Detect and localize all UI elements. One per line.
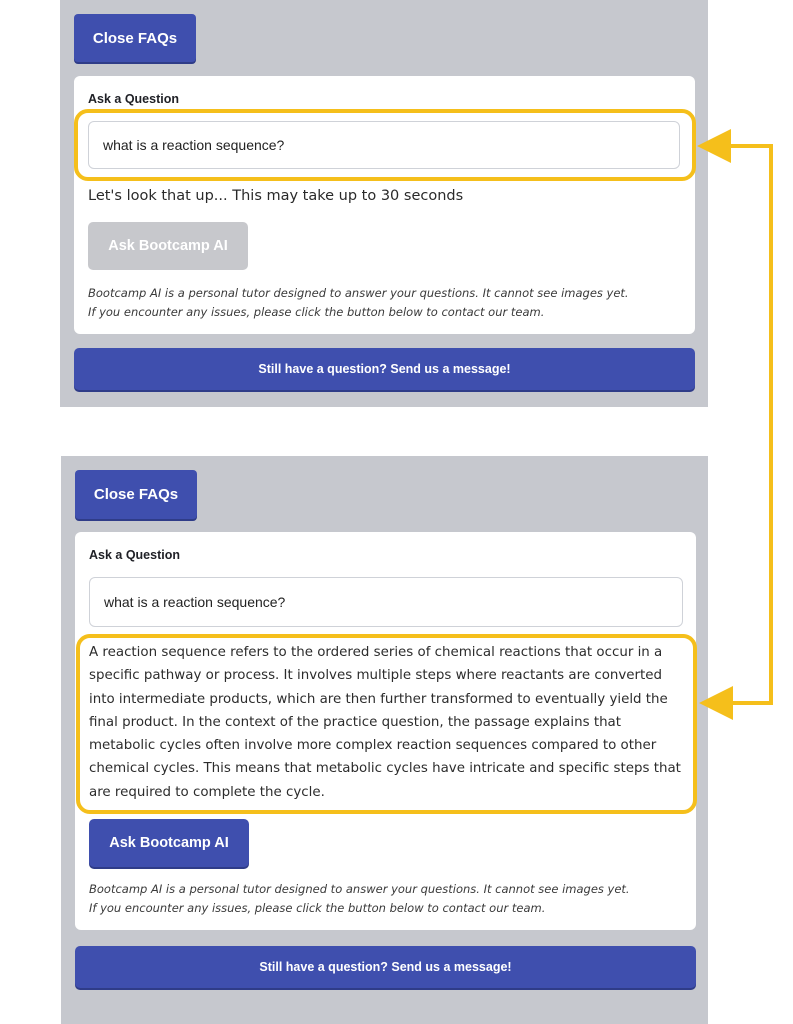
disclaimer-line-1: Bootcamp AI is a personal tutor designed to answer your questions. It cannot see images yet. — [89, 882, 630, 896]
ask-bootcamp-ai-button[interactable]: Ask Bootcamp AI — [88, 222, 248, 270]
answer-line: A reaction sequence refers to the ordered series of chemical reactions that occur in a — [89, 645, 663, 660]
send-message-button[interactable]: Still have a question? Send us a message! — [75, 946, 696, 988]
loading-status-text: Let's look that up... This may take up to 30 seconds — [88, 188, 464, 204]
disclaimer-line-2: If you encounter any issues, please click the button below to contact our team. — [89, 901, 546, 915]
arrowhead-up-icon — [697, 129, 731, 163]
close-faqs-button[interactable]: Close FAQs — [75, 470, 197, 519]
disclaimer-line-2: If you encounter any issues, please click the button below to contact our team. — [88, 305, 545, 319]
answer-line: into intermediate products, which are then further transformed to eventually yield the — [89, 691, 668, 707]
disclaimer-line-1: Bootcamp AI is a personal tutor designed to answer your questions. It cannot see images yet. — [88, 286, 629, 300]
answer-line: metabolic cycles often involve more complex reaction sequences compared to other — [89, 738, 657, 754]
ask-bootcamp-ai-button[interactable]: Ask Bootcamp AI — [89, 819, 249, 867]
answer-line: final product. In the context of the practice question, the passage explains that — [89, 714, 622, 730]
card-title: Ask a Question — [89, 548, 180, 562]
answer-line: chemical cycles. This means that metabolic cycles have intricate and specific steps that — [89, 761, 681, 777]
send-message-button[interactable]: Still have a question? Send us a message! — [74, 348, 695, 390]
answer-line: are required to complete the cycle. — [89, 784, 325, 800]
close-faqs-button[interactable]: Close FAQs — [74, 14, 196, 62]
answer-line: specific pathway or process. It involves multiple steps where reactants are converted — [89, 668, 663, 684]
connector-line — [702, 146, 771, 703]
arrowhead-down-icon — [699, 686, 733, 720]
card-title: Ask a Question — [88, 92, 179, 106]
